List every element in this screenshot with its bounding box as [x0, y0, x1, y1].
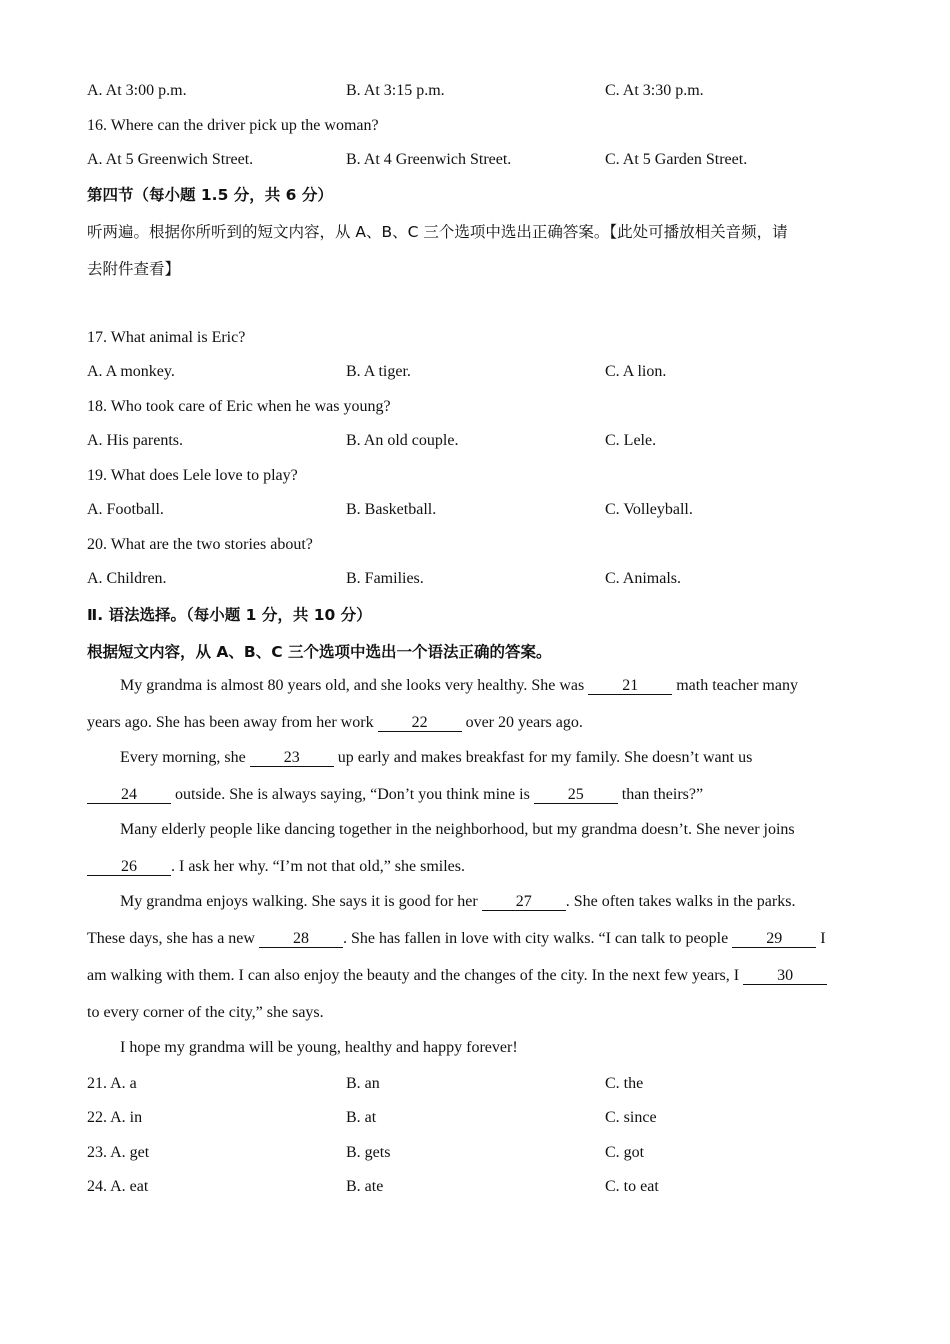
passage-text: . She often takes walks in the parks. [565, 893, 796, 910]
option-b: B. An old couple. [346, 432, 459, 449]
blank-28: 28 [259, 931, 343, 948]
q17-options [0, 362, 950, 382]
question-20: 20. What are the two stories about? [87, 536, 313, 553]
grammar-item-21 [0, 1074, 950, 1094]
q19-options [0, 500, 950, 520]
option-a: 24. A. eat [87, 1178, 149, 1195]
q18-options [0, 431, 950, 451]
passage-line [87, 1039, 895, 1057]
option-c: C. since [605, 1109, 657, 1126]
blank-25: 25 [534, 787, 618, 804]
passage-text: outside. She is always saying, “Don’t you think mine is [171, 786, 534, 803]
option-a: A. His parents. [87, 432, 183, 449]
passage-line [87, 967, 862, 985]
option-c: C. Animals. [605, 570, 682, 587]
grammar-item-24 [0, 1177, 950, 1197]
passage-text: than theirs?” [617, 786, 704, 803]
passage-line [87, 858, 862, 876]
blank-23: 23 [250, 750, 334, 767]
passage-text: . I ask her why. “I’m not that old,” she smiles. [171, 858, 466, 875]
blank-29: 29 [732, 931, 816, 948]
option-a: A. Children. [87, 570, 167, 587]
passage-text: I hope my grandma will be young, healthy and happy forever! [120, 1039, 518, 1056]
passage-text: years ago. She has been away from her work [87, 714, 378, 731]
passage-text: My grandma is almost 80 years old, and she looks very healthy. She was [120, 677, 589, 694]
passage-line [87, 714, 862, 732]
blank-27: 27 [482, 894, 566, 911]
option-b: B. A tiger. [346, 363, 411, 380]
blank-30: 30 [743, 968, 827, 985]
section-4-title: 第四节（每小题 1.5 分，共 6 分） [87, 186, 333, 204]
passage-text: over 20 years ago. [461, 714, 583, 731]
option-c: C. Lele. [605, 432, 657, 449]
blank-24: 24 [87, 787, 171, 804]
option-c: C. A lion. [605, 363, 667, 380]
option-b: B. an [346, 1075, 380, 1092]
grammar-instruction: 根据短文内容，从 A、B、C 三个选项中选出一个语法正确的答案。 [87, 643, 552, 661]
option-c: C. At 3:30 p.m. [605, 82, 704, 99]
q15-options [0, 81, 950, 101]
blank-21: 21 [588, 678, 672, 695]
option-a: 22. A. in [87, 1109, 143, 1126]
option-b: B. ate [346, 1178, 384, 1195]
blank-26: 26 [87, 859, 171, 876]
option-b: B. gets [346, 1144, 391, 1161]
passage-text: Every morning, she [120, 749, 250, 766]
option-b: B. At 3:15 p.m. [346, 82, 445, 99]
passage-text: am walking with them. I can also enjoy the beauty and the changes of the city. In the next few years, I [87, 967, 744, 984]
option-a: 23. A. get [87, 1144, 150, 1161]
passage-text: math teacher many [672, 677, 798, 694]
q20-options [0, 569, 950, 589]
option-c: C. At 5 Garden Street. [605, 151, 748, 168]
passage-text: I [816, 930, 826, 947]
question-19: 19. What does Lele love to play? [87, 467, 298, 484]
question-18: 18. Who took care of Eric when he was young? [87, 398, 391, 415]
passage-line [87, 893, 895, 911]
option-b: B. at [346, 1109, 377, 1126]
passage-text: up early and makes breakfast for my family. She doesn’t want us [333, 749, 753, 766]
option-c: C. the [605, 1075, 644, 1092]
passage-line [87, 821, 895, 839]
passage-text: to every corner of the city,” she says. [87, 1004, 324, 1021]
option-a: A. At 5 Greenwich Street. [87, 151, 254, 168]
q16-options [0, 150, 950, 170]
passage-text: . She has fallen in love with city walks. “I can talk to people [342, 930, 733, 947]
passage-line [87, 677, 895, 695]
passage-line [87, 1004, 862, 1022]
passage-line [87, 930, 862, 948]
option-b: B. At 4 Greenwich Street. [346, 151, 512, 168]
passage-line [87, 786, 862, 804]
section-4-instruction-cont: 去附件查看】 [87, 260, 181, 278]
option-a: A. At 3:00 p.m. [87, 82, 187, 99]
passage-text: These days, she has a new [87, 930, 259, 947]
question-16: 16. Where can the driver pick up the woman? [87, 117, 379, 134]
option-a: A. A monkey. [87, 363, 175, 380]
option-c: C. to eat [605, 1178, 659, 1195]
option-c: C. got [605, 1144, 645, 1161]
section-4-instruction: 听两遍。根据你所听到的短文内容，从 A、B、C 三个选项中选出正确答案。【此处可播放相关音频，请 [87, 223, 788, 241]
passage-line [87, 749, 895, 767]
question-17: 17. What animal is Eric? [87, 329, 246, 346]
option-b: B. Basketball. [346, 501, 437, 518]
option-b: B. Families. [346, 570, 424, 587]
passage-text: My grandma enjoys walking. She says it is good for her [120, 893, 482, 910]
grammar-item-22 [0, 1108, 950, 1128]
option-a: A. Football. [87, 501, 164, 518]
option-c: C. Volleyball. [605, 501, 693, 518]
grammar-title: Ⅱ. 语法选择。（每小题 1 分，共 10 分） [87, 606, 372, 624]
grammar-item-23 [0, 1143, 950, 1163]
option-a: 21. A. a [87, 1075, 137, 1092]
passage-text: Many elderly people like dancing together in the neighborhood, but my grandma doesn’t. She never joins [120, 821, 795, 838]
blank-22: 22 [378, 715, 462, 732]
